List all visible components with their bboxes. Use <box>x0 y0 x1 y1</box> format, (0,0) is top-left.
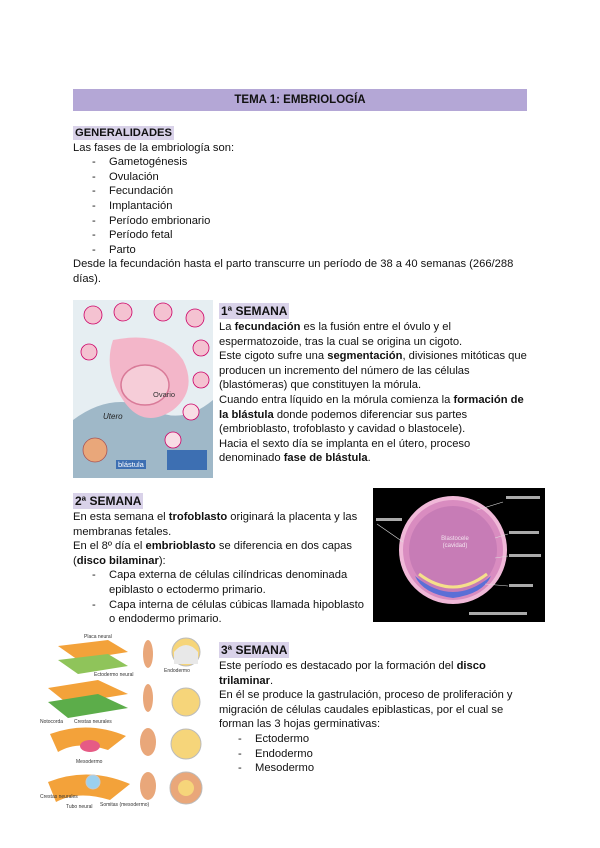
fig-label: Crestas neurales <box>40 794 78 800</box>
text: Este cigoto sufre una <box>219 350 328 363</box>
blastula-label: blástula <box>118 460 144 469</box>
list-item: - Ectodermo <box>255 732 513 747</box>
generalidades-heading: GENERALIDADES <box>75 127 172 139</box>
bold-text: fecundación <box>234 321 301 333</box>
text: , divisiones mitóticas que <box>402 350 527 363</box>
gastrulation-figure <box>38 632 214 812</box>
text: Cuando entra líquido en la mórula comienza la <box>219 393 454 406</box>
fig-label: Mesodermo <box>76 759 103 765</box>
text: (blastómeras) que constituyen la mórula. <box>219 379 422 392</box>
period-line-2: días). <box>73 272 101 285</box>
text: donde podemos diferenciar sus partes <box>273 408 468 421</box>
fig-label: Placa neural <box>84 634 112 640</box>
text: espermatozoide, tras la cual se origina un cigoto. <box>219 335 463 348</box>
fig-label: Somitas (mesodermo) <box>100 802 150 808</box>
layers-list <box>109 568 364 626</box>
generalidades-section <box>73 126 513 287</box>
list-item: - Mesodermo <box>255 761 513 776</box>
gastrulation-illustration <box>38 632 214 812</box>
text: producen un incremento del número de las células <box>219 364 470 377</box>
list-item: - Parto <box>109 243 513 258</box>
bold-text: segmentación <box>327 350 403 363</box>
list-item: - Fecundación <box>109 184 513 199</box>
text: epiblasto o ectodermo primario. <box>109 583 266 596</box>
text: . <box>269 674 274 687</box>
bold-text: trofoblasto <box>168 511 228 523</box>
text: (embrioblasto, trofoblasto y cavidad o blastocele). <box>219 423 466 436</box>
text: En él se produce la gastrulación, proceso de proliferación y <box>219 689 513 702</box>
semana1-heading: 1ª SEMANA <box>221 304 288 318</box>
page-title: TEMA 1: EMBRIOLOGÍA <box>73 89 527 111</box>
list-item <box>109 598 364 627</box>
text: forman las 3 hojas germinativas: <box>219 718 381 731</box>
bold-text: trilaminar <box>219 674 270 687</box>
list-item: - Implantación <box>109 199 513 214</box>
fertilization-illustration <box>73 300 213 478</box>
bold-text: disco bilaminar <box>76 554 159 567</box>
bold-text: embrioblasto <box>145 540 216 553</box>
fig-label: Tubo neural <box>66 804 93 810</box>
utero-label: Utero <box>103 412 123 421</box>
text: originará la placenta y las <box>227 511 358 523</box>
text: Hacia el sexto día se implanta en el útero, proceso <box>219 437 471 450</box>
fig-label: Notocorda <box>40 719 64 725</box>
semana2-heading: 2ª SEMANA <box>75 494 142 508</box>
fertilization-figure <box>73 300 213 478</box>
list-item: - Gametogénesis <box>109 155 513 170</box>
list-item: - Período embrionario <box>109 214 513 229</box>
text: ( <box>73 554 77 567</box>
fig-label: Ectodermo neural <box>94 672 134 678</box>
text: ): <box>158 554 166 567</box>
text: En el 8º día el <box>73 540 146 553</box>
bold-text: la blástula <box>219 408 274 421</box>
blastocyst-illustration <box>373 488 545 622</box>
list-item: - Ovulación <box>109 170 513 185</box>
text: En esta semana el <box>73 511 169 523</box>
text: Este período es destacado por la formación del <box>219 660 457 672</box>
text: denominado <box>219 452 284 465</box>
semana2-section <box>73 494 364 627</box>
list-item: - Endodermo <box>255 747 513 762</box>
bold-text: fase de blástula <box>283 452 368 465</box>
list-item: - Período fetal <box>109 228 513 243</box>
generalidades-intro: Las fases de la embriología son: <box>73 141 235 154</box>
semana3-heading: 3ª SEMANA <box>221 643 288 657</box>
text: es la fusión entre el óvulo y el <box>300 321 451 333</box>
text: membranas fetales. <box>73 525 172 538</box>
bold-text: formación de <box>453 393 524 406</box>
text: La <box>219 321 235 333</box>
germ-layers-list <box>255 732 513 776</box>
semana1-section <box>219 304 527 466</box>
semana3-section <box>219 643 513 776</box>
text: Capa externa de células cilíndricas denominada <box>109 569 348 582</box>
bold-text: disco <box>456 660 486 672</box>
phases-list <box>109 155 513 257</box>
ovario-label: Ovario <box>153 390 176 399</box>
list-item <box>109 568 364 597</box>
fig-label: Crestas neurales <box>74 719 112 725</box>
fig-label: Endodermo <box>164 668 190 674</box>
blastocyst-figure <box>373 488 545 622</box>
text: o endodermo primario. <box>109 613 222 626</box>
text: . <box>367 452 371 465</box>
blastocele-label: Blastocele (cavidad) <box>441 536 469 549</box>
period-line-1: Desde la fecundación hasta el parto transcurre un período de 38 a 40 semanas (266/288 <box>73 258 514 271</box>
text: se diferencia en dos capas <box>215 540 352 553</box>
text: migración de células caudales epiblasticas, por el cual se <box>219 703 504 716</box>
text: Capa interna de células cúbicas llamada hipoblasto <box>109 598 364 611</box>
